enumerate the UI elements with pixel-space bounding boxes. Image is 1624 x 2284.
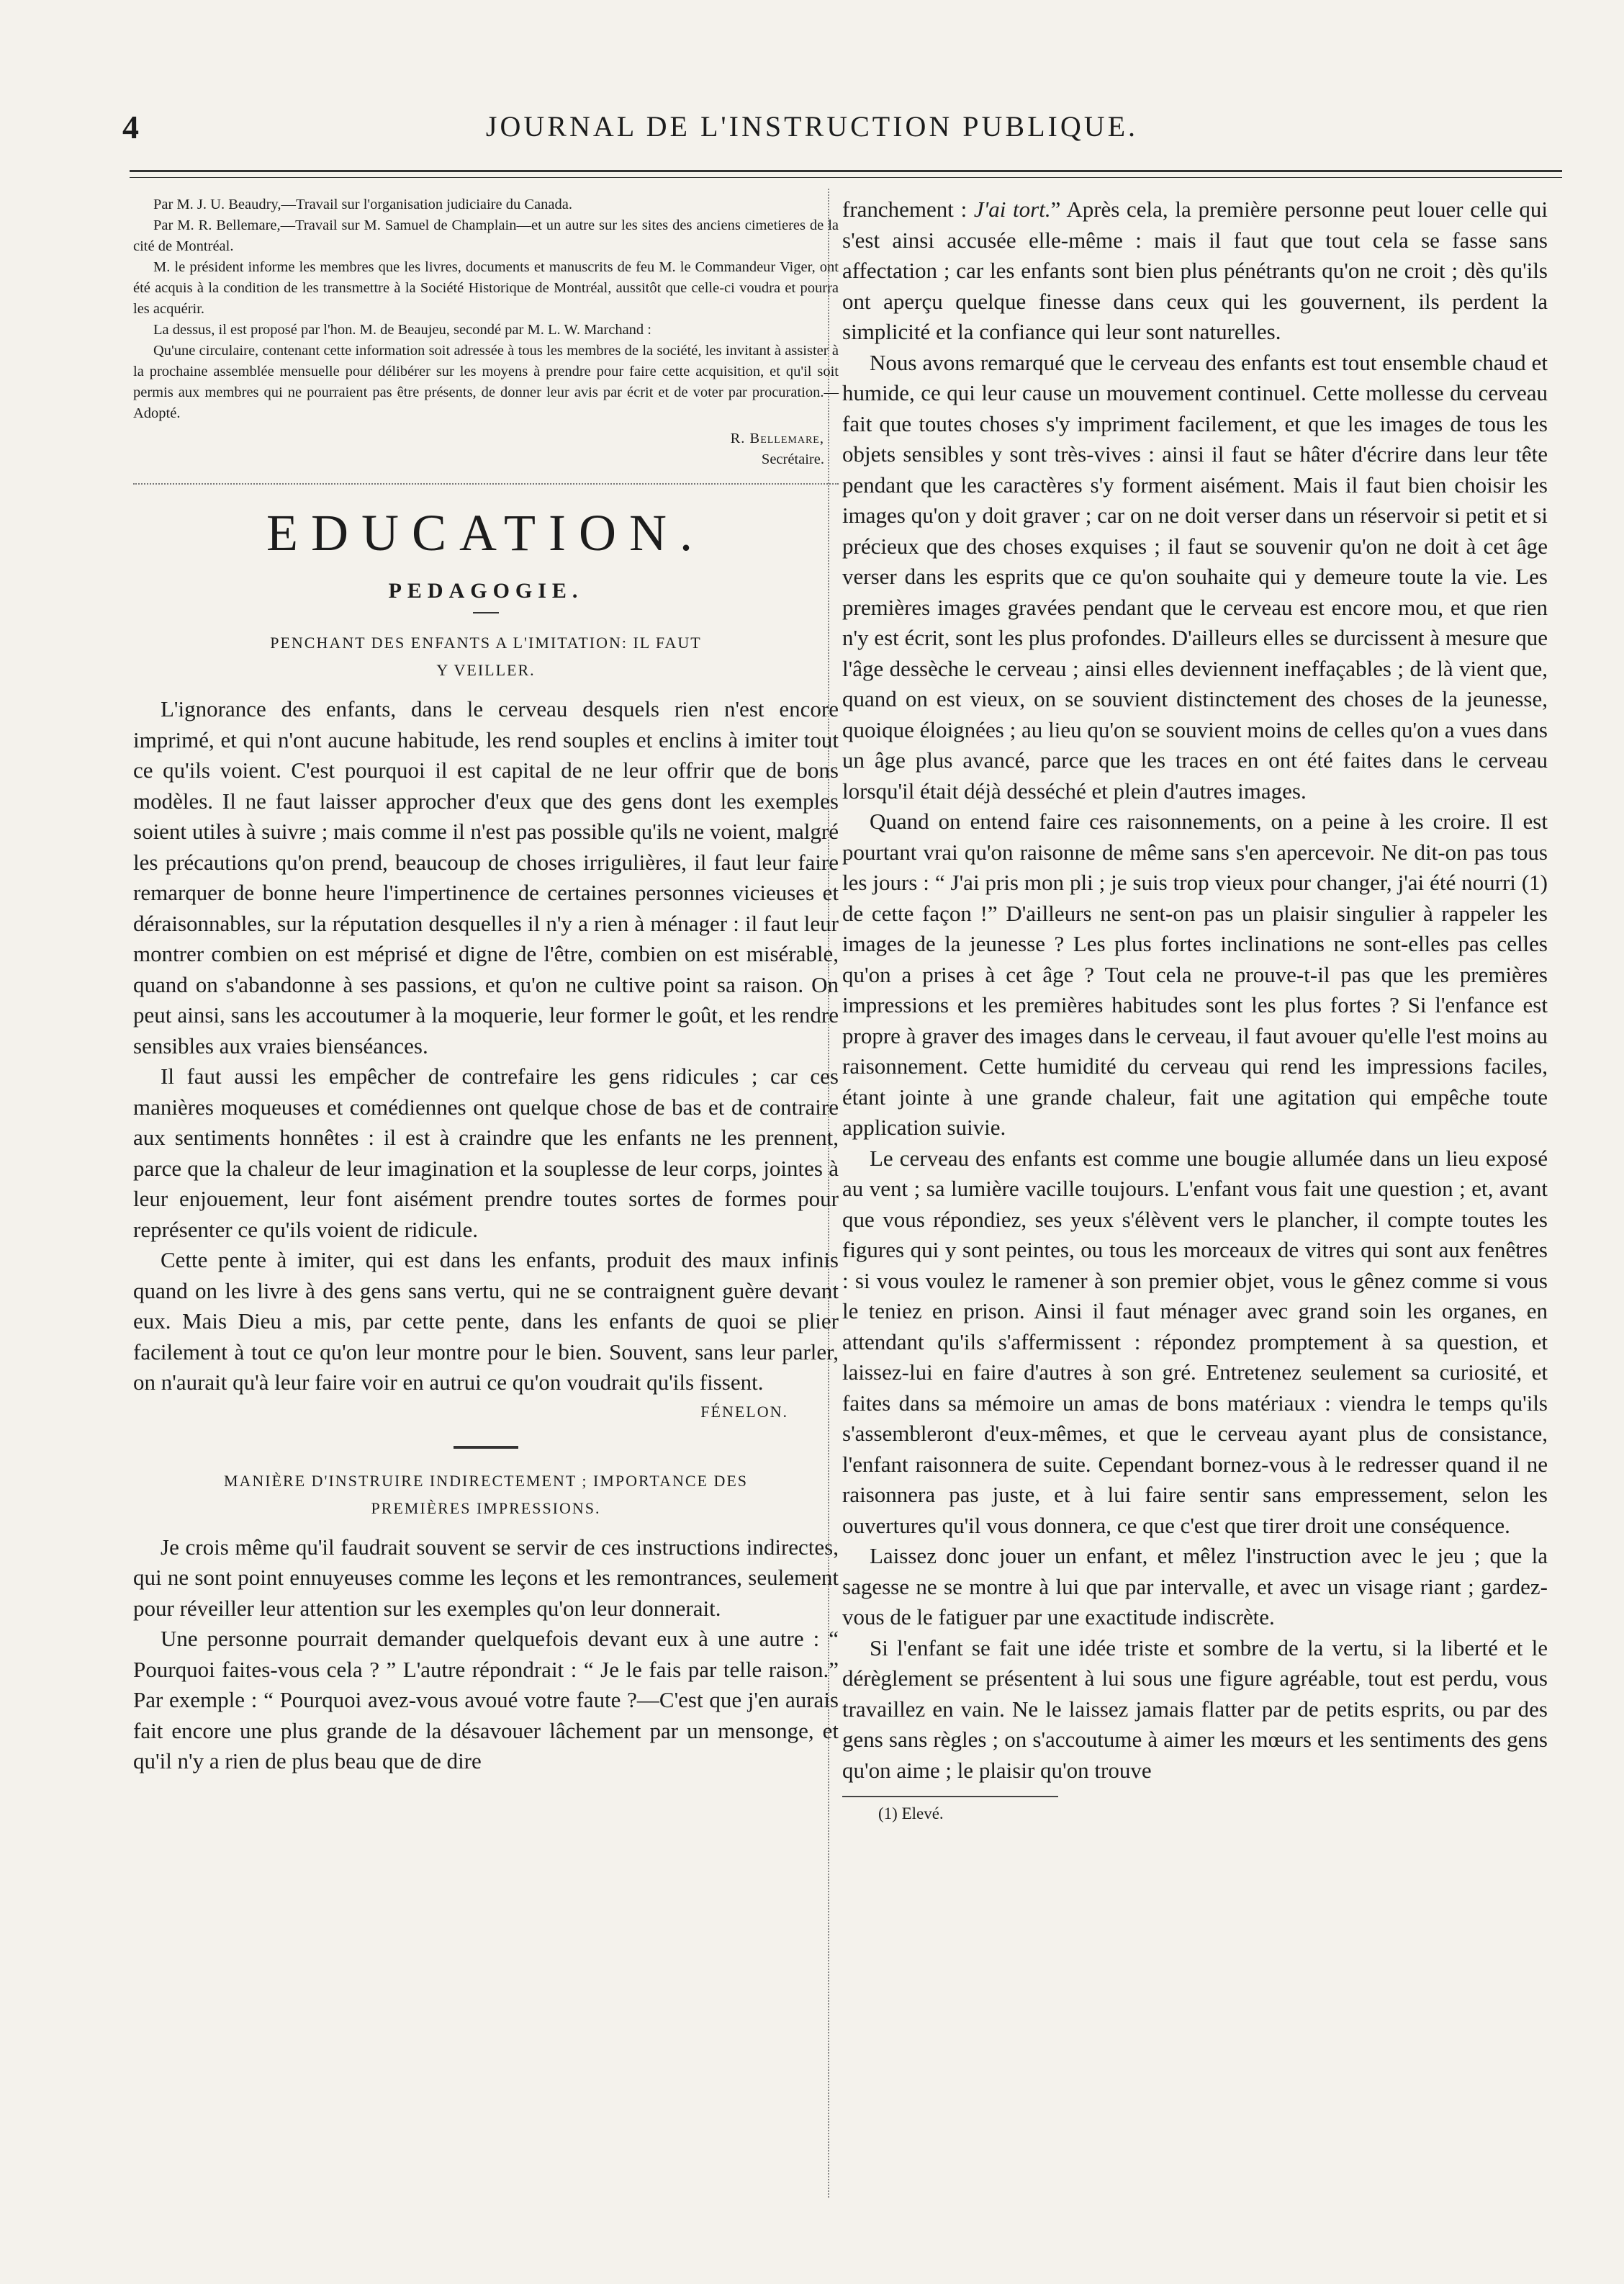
article-body-continued (842, 194, 1548, 1786)
secretary-signature (133, 428, 839, 470)
minutes-paragraph: Par M. J. U. Beaudry,—Travail sur l'organisation judiciaire du Canada. (153, 197, 572, 212)
article-paragraph: Cette pente à imiter, qui est dans les enfants, produit des maux infinis quand on les livre à des gens sans vertu, qui ne se contraignent guère devant eux. Mais Dieu a mis, par cette pente, dans les enfants de quoi se plier facilement à tout ce qu'on leur montre pour le bien. Souvent, sans leur parler, on n'aurait qu'à leur faire voir en autrui ce qu'on voudrait qu'ils fissent. (133, 1247, 839, 1395)
article-title-line: PENCHANT DES ENFANTS A L'IMITATION: IL FAUT (270, 634, 702, 652)
page-number: 4 (122, 109, 139, 145)
article-paragraph: L'ignorance des enfants, dans le cerveau desquels rien n'est encore imprimé, et qui n'ont aucune habitude, les rend souples et enclins à imiter tout ce qu'ils voient. C'est pourquoi il est capital de ne leur offrir que de bons modèles. Il ne faut laisser approcher d'eux que des gens dont les exemples soient utiles à suivre ; mais comme il n'est pas possible qu'ils ne voient, malgré les précautions qu'on prend, beaucoup de choses irrigulières, il faut leur faire remarquer de bonne heure l'impertinence de certaines personnes vicieuses et déraisonnables, sur la réputation desquelles il n'y a rien à ménager : il faut leur montrer combien on est méprisé et digne de l'être, combien on est misérable, quand on s'abandonne à ses passions, et qu'on ne cultive point sa raison. On peut ainsi, sans les accoutumer à la moquerie, leur former le goût, et les rendre sensibles aux vraies bienséances. (133, 696, 839, 1058)
footnote: (1) Elevé. (878, 1804, 944, 1822)
article-paragraph: Si l'enfant se fait une idée triste et sombre de la vertu, si la liberté et le dérèglement se présentent à lui sous une figure agréable, tout est perdu, vous travaillez en vain. Ne le laissez jamais flatter par de petits esprits, ou par des gens sans règles ; on s'accoutume à aimer les mœurs et les sentiments des gens qu'on aime ; le plaisir qu'on trouve (842, 1635, 1548, 1783)
article-title (133, 629, 839, 684)
left-column (133, 194, 839, 1777)
article-paragraph-continued (842, 194, 1548, 348)
minutes-paragraph: Qu'une circulaire, contenant cette information soit adressée à tous les membres de la société, les invitant à assister à la prochaine assemblée mensuelle pour délibérer sur les moyens à prendre pour faire cette acquisition, et qu'il soit permis aux membres qui ne pourraient pas être présents, de donner leur avis par écrit et de voter par procuration.—Adopté. (133, 343, 839, 421)
article-title-line: MANIÈRE D'INSTRUIRE INDIRECTEMENT ; IMPORTANCE DES (223, 1471, 749, 1490)
footnote-rule (842, 1796, 1058, 1797)
minutes-paragraph: Par M. R. Bellemare,—Travail sur M. Samuel de Champlain—et un autre sur les sites des anciens cimetieres de la cité de Montréal. (133, 217, 839, 254)
continued-text: franchement : (842, 197, 974, 222)
minutes-paragraph: M. le président informe les membres que les livres, documents et manuscrits de feu M. le Commandeur Viger, ont été acquis à la condition de les transmettre à la Société Historique de Montréal, aussitôt que celle-ci voudra et pourra les acquérir. (133, 259, 839, 317)
article-paragraph: Je crois même qu'il faudrait souvent se servir de ces instructions indirectes, qui ne sont point ennuyeuses comme les leçons et les remontrances, seulement pour réveiller leur attention sur les exemples qu'on leur donnerait. (133, 1534, 839, 1621)
article-paragraph: Une personne pourrait demander quelquefois devant eux à une autre : “ Pourquoi faites-vous cela ? ” L'autre répondrait : “ Je le fais par telle raison.” Par exemple : “ Pourquoi avez-vous avoué votre faute ?—C'est que j'en aurais fait encore une plus grande de la désavouer lâchement par un mensonge, et qu'il n'y a rien de plus beau que de dire (133, 1626, 839, 1773)
header-rule (130, 170, 1562, 172)
italic-quote: J'ai tort. (973, 197, 1051, 222)
minutes-paragraph: La dessus, il est proposé par l'hon. M. de Beaujeu, secondé par M. L. W. Marchand : (153, 322, 651, 338)
section-title: EDUCATION. (266, 504, 705, 562)
society-minutes (133, 194, 839, 424)
running-head: JOURNAL DE L'INSTRUCTION PUBLIQUE. (485, 110, 1139, 143)
subsection-title: PEDAGOGIE. (388, 579, 584, 603)
article-paragraph: Laissez donc jouer un enfant, et mêlez l'instruction avec le jeu ; que la sagesse ne se montre à lui que par intervalle, et avec un visage riant ; gardez-vous de le fatiguer par une exactitude indiscrète. (842, 1543, 1548, 1629)
article-separator (454, 1446, 518, 1449)
article-paragraph: Il faut aussi les empêcher de contrefaire les gens ridicules ; car ces manières moqueuses et comédiennes ont quelque chose de bas et de contraire aux sentiments honnêtes : il est à craindre que les enfants ne les prennent, parce que la chaleur de leur imagination et la souplesse de leur corps, jointes à leur enjouement, leur font aisément prendre toutes sortes de formes pour représenter ce qu'ils voient de ridicule. (133, 1064, 839, 1242)
article-title-line: PREMIÈRES IMPRESSIONS. (371, 1498, 601, 1517)
right-column (842, 194, 1548, 1823)
article-paragraph: Nous avons remarqué que le cerveau des enfants est tout ensemble chaud et humide, ce qui leur cause un mouvement continuel. Cette mollesse du cerveau fait que toutes choses s'y impriment facilement, et que les images de tous les objets sensibles y sont très-vives : ainsi il faut se hâter d'écrire dans leur tête pendant que les caractères s'y forment aisément. Mais il faut bien choisir les images qu'on y doit graver ; car on ne doit verser dans un réservoir si petit et si précieux que des choses exquises ; il faut se souvenir qu'on ne doit à cet âge verser dans les esprits que ce qu'on souhaite qui y demeure toute la vie. Les premières images gravées pendant que le cerveau est encore mou, et que rien n'y est écrit, sont les plus profondes. D'ailleurs elles se durcissent à mesure que l'âge dessèche le cerveau ; ainsi elles deviennent ineffaçables ; de là vient que, quand on est vieux, on se souvient distinctement des choses de la jeunesse, quoique éloignées ; au lieu qu'on se souvient moins de celles qu'on a vues dans un âge plus avancé, parce que les traces en ont été faites dans le cerveau lorsqu'il était déjà desséché et plein d'autres images. (842, 349, 1548, 804)
section-separator (133, 483, 839, 485)
continued-text: ” Après cela, la première personne peut louer celle qui s'est ainsi accusée elle-même : mais il faut que tout cela se fasse sans affectation ; car les enfants sont bien plus pénétrants qu'on ne croit ; dès qu'ils ont aperçu quelque finesse dans ceux qui les gouvernent, ils perdent la simplicité et la confiance qui leur sont naturelles. (842, 197, 1548, 344)
article-paragraph: Quand on entend faire ces raisonnements, on a peine à les croire. Il est pourtant vrai qu'on raisonne de même sans s'en apercevoir. Ne dit-on pas tous les jours : “ J'ai pris mon pli ; je suis trop vieux pour changer, j'ai été nourri (1) de cette façon !” D'ailleurs ne sent-on pas un plaisir singulier à rappeler les images de la jeunesse ? Les plus fortes inclinations ne sont-elles pas celles qu'on a prises à cet âge ? Tout cela ne prouve-t-il pas que les premières impressions et les premières habitudes sont les plus fortes ? Si l'enfance est propre à graver des images dans le cerveau, il faut avouer qu'elle l'est moins au raisonnement. Cette humidité du cerveau qui rend les impressions faciles, étant jointe à une grande chaleur, fait une agitation qui empêche toute application suivie. (842, 809, 1548, 1140)
signature-name: R. Bellemare, (730, 431, 824, 446)
subsection-rule (473, 612, 499, 613)
article-author: FÉNELON. (700, 1402, 788, 1421)
article-body (133, 694, 839, 1398)
signature-role: Secrétaire. (761, 451, 824, 467)
article-title (133, 1467, 839, 1522)
article-body (133, 1532, 839, 1777)
header-rule-thin (130, 177, 1562, 178)
article-title-line: Y VEILLER. (436, 661, 536, 679)
article-paragraph: Le cerveau des enfants est comme une bougie allumée dans un lieu exposé au vent ; sa lumière vacille toujours. L'enfant vous fait une question ; et, avant que vous répondiez, ses yeux s'élèvent vers le plancher, il compte toutes les figures qui y sont peintes, ou tous les morceaux de vitres qui sont aux fenêtres : si vous voulez le ramener à son premier objet, vous le gênez comme si vous le teniez en prison. Ainsi il faut ménager avec grand soin les organes, en attendant qu'ils s'affermissent : répondez promptement à sa question, et laissez-lui en faire d'autres à son gré. Entretenez seulement sa curiosité, et faites dans sa mémoire un amas de bons matériaux : viendra le temps qu'ils s'assembleront d'eux-mêmes, et que le cerveau ayant plus de consistance, l'enfant raisonnera de suite. Cependant bornez-vous à le redresser quand il ne raisonnera pas juste, et à lui faire sentir sans empressement, selon les ouvertures qu'il vous donnera, ce que c'est que tirer droit une conséquence. (842, 1145, 1548, 1538)
